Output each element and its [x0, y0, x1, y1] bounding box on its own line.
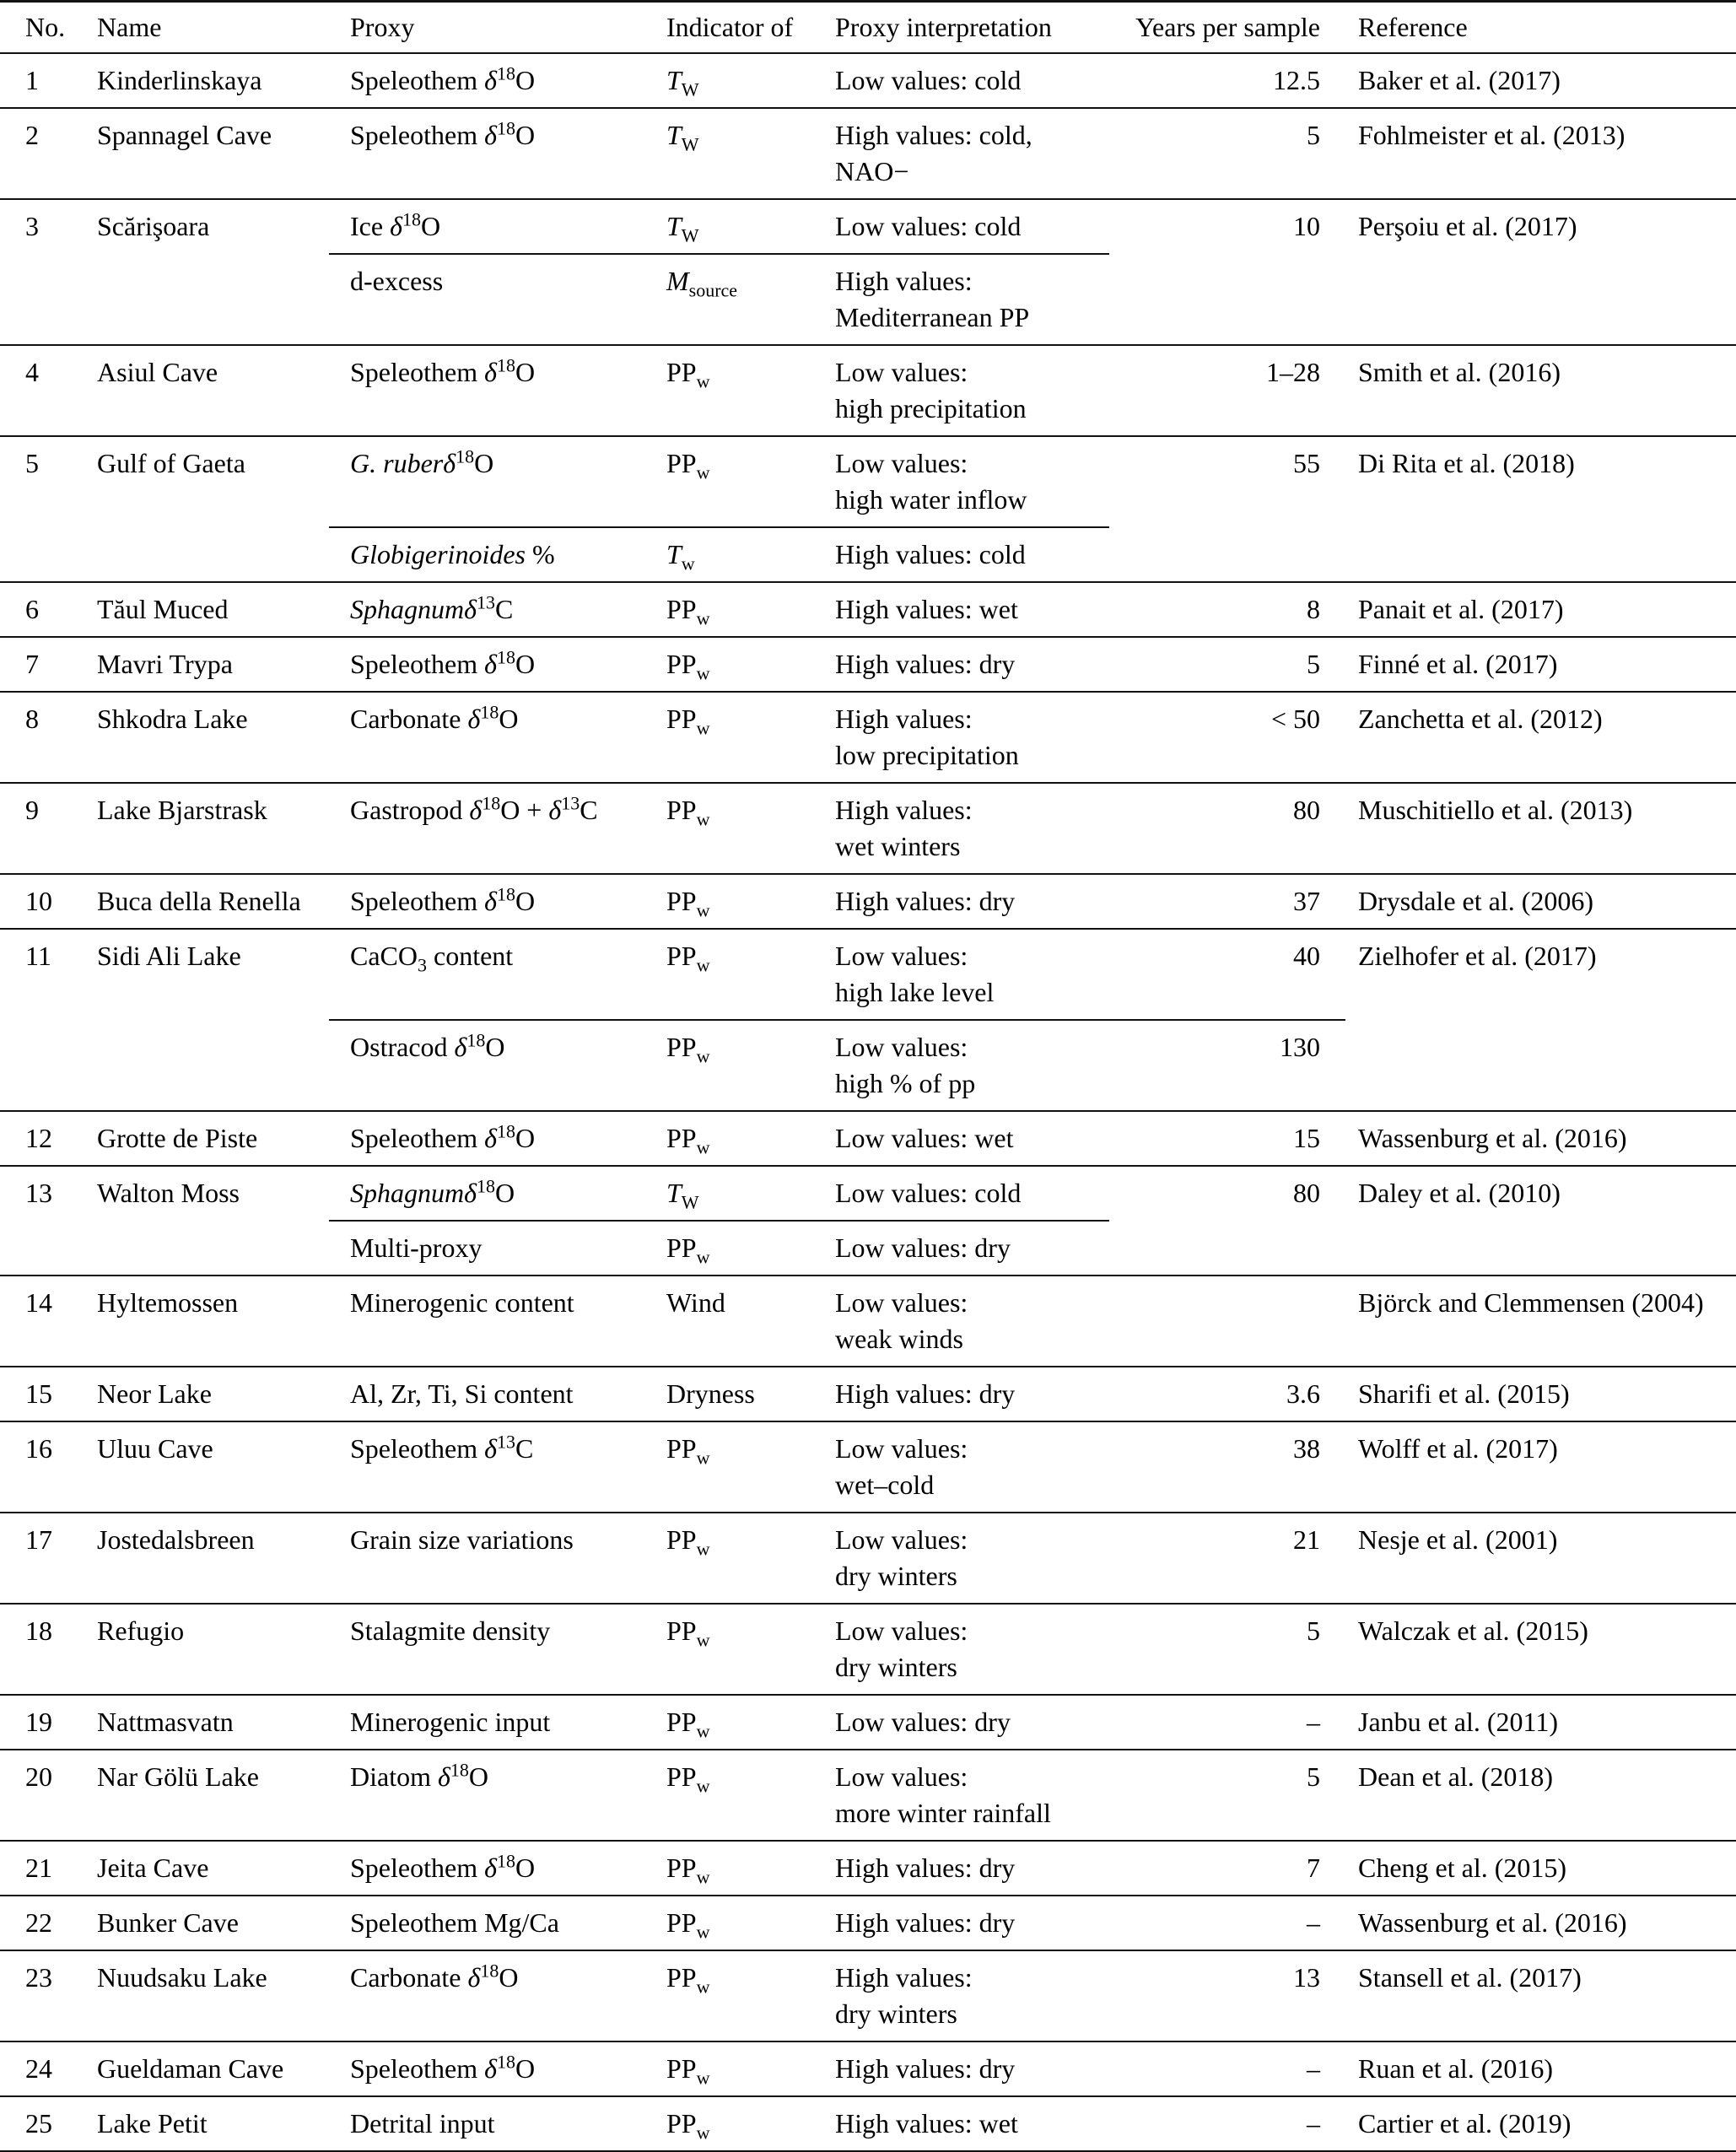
cell-name: Walton Moss: [97, 1178, 240, 1208]
cell-reference: Fohlmeister et al. (2013): [1358, 120, 1625, 150]
table-row: [0, 52, 1736, 107]
cell-years-per-sample: < 50: [1270, 704, 1320, 734]
cell-name: Hyltemossen: [97, 1287, 239, 1318]
proxy-entry: [350, 200, 1320, 253]
cell-reference: Wolff et al. (2017): [1358, 1433, 1558, 1464]
cell-proxy-interpretation: Low values: wet: [835, 1123, 1014, 1153]
cell-indicator: Wind: [666, 1287, 725, 1318]
cell-proxy-interpretation: High values: dry: [835, 649, 1016, 679]
proxy-entry: [350, 1605, 1320, 1694]
cell-no: 20: [25, 1761, 52, 1792]
cell-proxy: Speleothem $\delta^{18}O$: [350, 883, 536, 916]
cell-reference: Wassenburg et al. (2016): [1358, 1123, 1627, 1153]
proxy-entry: [350, 1896, 1320, 1950]
proxy-entry: [350, 583, 1320, 636]
cell-reference: Ruan et al. (2016): [1358, 2053, 1554, 2084]
cell-no: 5: [25, 448, 39, 478]
cell-name: Kinderlinskaya: [97, 65, 262, 95]
cell-reference: Walczak et al. (2015): [1358, 1615, 1588, 1646]
cell-indicator: $PP_w$: [666, 941, 710, 976]
proxy-entry: [350, 1222, 1320, 1275]
cell-indicator: $PP_w$: [666, 1962, 710, 1998]
table-row: [0, 1840, 1736, 1895]
cell-name: Gulf of Gaeta: [97, 448, 245, 478]
header-reference: Reference: [1358, 12, 1468, 42]
table-row: [0, 1603, 1736, 1694]
cell-years-per-sample: 80: [1293, 1178, 1320, 1208]
cell-proxy: Minerogenic input: [350, 1707, 551, 1737]
proxy-entry: [350, 1750, 1320, 1840]
proxy-entry: [350, 1951, 1320, 2041]
proxy-entry: [350, 1276, 1320, 1366]
header-proxy-interpretation: Proxy interpretation: [835, 12, 1052, 42]
cell-entries: [350, 346, 1320, 435]
cell-reference: Baker et al. (2017): [1358, 65, 1561, 95]
cell-entries: [350, 1951, 1320, 2041]
cell-proxy-interpretation: High values: wet: [835, 594, 1018, 624]
cell-indicator: $PP_w$: [666, 1907, 710, 1943]
cell-years-per-sample: [1126, 263, 1320, 336]
cell-indicator: $PP_w$: [666, 795, 710, 830]
cell-reference: Wassenburg et al. (2016): [1358, 1907, 1627, 1938]
table-row: [0, 873, 1736, 928]
cell-proxy: Minerogenic content: [350, 1287, 574, 1318]
cell-no: 9: [25, 795, 39, 825]
cell-proxy: Speleothem $\delta^{18}O$: [350, 354, 536, 387]
cell-name: Nuudsaku Lake: [97, 1962, 267, 1993]
cell-indicator: $PP_w$: [666, 594, 710, 629]
cell-indicator: $PP_w$: [666, 1123, 710, 1158]
cell-no: 6: [25, 594, 39, 624]
cell-proxy-interpretation: High values: wet: [835, 2108, 1018, 2139]
cell-proxy: Detrital input: [350, 2108, 495, 2139]
cell-reference: Sharifi et al. (2015): [1358, 1378, 1570, 1409]
cell-years-per-sample: 13: [1293, 1962, 1320, 1993]
cell-no: 11: [25, 941, 51, 971]
cell-indicator: $PP_w$: [666, 2053, 710, 2089]
cell-entries: [350, 1696, 1320, 1749]
cell-proxy: CaCO$_3$ content: [350, 941, 514, 976]
cell-reference: Di Rita et al. (2018): [1358, 448, 1575, 478]
cell-name: Gueldaman Cave: [97, 2053, 284, 2084]
cell-proxy-interpretation: High values: dry: [835, 1853, 1016, 1883]
table-row: [0, 1421, 1736, 1512]
cell-entries: [350, 1750, 1320, 1840]
cell-name: Jostedalsbreen: [97, 1524, 255, 1555]
cell-proxy: Sphagnumδ$^{13}$C: [350, 591, 514, 624]
cell-name: Uluu Cave: [97, 1433, 213, 1464]
cell-proxy: Gastropod $\delta^{18}O + \delta^{13}C$: [350, 792, 598, 825]
table-row: [0, 1749, 1736, 1840]
cell-years-per-sample: 1–28: [1266, 357, 1320, 387]
proxy-entry: [350, 1842, 1320, 1895]
cell-name: Mavri Trypa: [97, 649, 233, 679]
cell-indicator: Dryness: [666, 1378, 755, 1409]
table-row: [0, 1110, 1736, 1165]
cell-entries: [350, 200, 1320, 344]
cell-no: 16: [25, 1433, 52, 1464]
cell-name: Scărişoara: [97, 211, 210, 241]
cell-indicator: $T_w$: [666, 539, 695, 574]
proxy-entry: [350, 1367, 1320, 1421]
proxy-entry: [350, 255, 1320, 344]
cell-years-per-sample: [1126, 537, 1320, 573]
cell-name: Asiul Cave: [97, 357, 218, 387]
cell-reference: Cartier et al. (2019): [1358, 2108, 1572, 2139]
cell-name: Lake Petit: [97, 2108, 208, 2139]
cell-proxy: Speleothem $\delta^{18}O$: [350, 117, 536, 150]
cell-proxy-interpretation: Low values: cold: [835, 65, 1022, 95]
cell-years-per-sample: 7: [1307, 1853, 1320, 1883]
cell-entries: [350, 638, 1320, 691]
cell-proxy-interpretation: Low values: more winter rainfall: [835, 1761, 1051, 1828]
cell-proxy-interpretation: Low values: high % of pp: [835, 1032, 976, 1098]
table-row: [0, 581, 1736, 636]
header-years-per-sample: Years per sample: [1135, 12, 1320, 42]
cell-proxy-interpretation: High values: cold: [835, 539, 1026, 569]
cell-proxy: Speleothem Mg/Ca: [350, 1907, 559, 1938]
proxy-entry: [350, 109, 1320, 198]
cell-proxy-interpretation: Low values: high water inflow: [835, 448, 1027, 515]
cell-years-per-sample: 55: [1293, 448, 1320, 478]
table-row: [0, 782, 1736, 873]
table-header-row: [0, 3, 1736, 52]
cell-entries: [350, 1842, 1320, 1895]
cell-proxy: Al, Zr, Ti, Si content: [350, 1378, 574, 1409]
cell-indicator: $T_W$: [666, 120, 699, 155]
table-body: [0, 52, 1736, 2150]
cell-indicator: $PP_w$: [666, 1032, 710, 1067]
cell-indicator: $PP_w$: [666, 1615, 710, 1651]
cell-years-per-sample: 15: [1293, 1123, 1320, 1153]
proxy-entry: [350, 930, 1320, 1019]
cell-entries: [350, 1605, 1320, 1694]
table-row: [0, 344, 1736, 435]
cell-proxy: G. ruberδ$^{18}$O: [350, 445, 494, 478]
cell-indicator: $T_W$: [666, 211, 699, 246]
cell-reference: Finné et al. (2017): [1358, 649, 1558, 679]
cell-proxy-interpretation: Low values: dry: [835, 1707, 1011, 1737]
cell-years-per-sample: 21: [1293, 1524, 1320, 1555]
cell-no: 3: [25, 211, 39, 241]
proxy-entry: [350, 1167, 1320, 1220]
table-row: [0, 2095, 1736, 2150]
cell-indicator: $M_{source}$: [666, 266, 738, 301]
cell-proxy-interpretation: High values: wet winters: [835, 795, 973, 861]
cell-indicator: $PP_w$: [666, 649, 710, 684]
proxy-entry: [350, 875, 1320, 928]
table-row: [0, 1950, 1736, 2041]
table-row: [0, 107, 1736, 198]
cell-entries: [350, 1367, 1320, 1421]
cell-reference: Perşoiu et al. (2017): [1358, 211, 1577, 241]
cell-entries: [350, 1896, 1320, 1950]
cell-no: 4: [25, 357, 39, 387]
cell-indicator: $PP_w$: [666, 1524, 710, 1560]
cell-entries: [350, 1167, 1320, 1275]
cell-indicator: $PP_w$: [666, 357, 710, 392]
cell-proxy-interpretation: High values: cold, NAO−: [835, 120, 1032, 186]
cell-indicator: $PP_w$: [666, 704, 710, 739]
cell-entries: [350, 1112, 1320, 1165]
cell-years-per-sample: 38: [1293, 1433, 1320, 1464]
cell-proxy-interpretation: Low values: high lake level: [835, 941, 995, 1007]
cell-no: 17: [25, 1524, 52, 1555]
cell-proxy-interpretation: Low values: high precipitation: [835, 357, 1027, 423]
cell-proxy-interpretation: Low values: cold: [835, 211, 1022, 241]
header-indicator: Indicator of: [666, 12, 794, 42]
cell-proxy-interpretation: Low values: cold: [835, 1178, 1022, 1208]
cell-years-per-sample: 130: [1280, 1032, 1320, 1062]
cell-no: 25: [25, 2108, 52, 2139]
cell-name: Buca della Renella: [97, 886, 301, 916]
cell-name: Nattmasvatn: [97, 1707, 234, 1737]
proxy-entry: [350, 2097, 1320, 2150]
cell-proxy: Speleothem $\delta^{18}O$: [350, 646, 536, 679]
cell-years-per-sample: 5: [1307, 120, 1320, 150]
cell-no: 7: [25, 649, 39, 679]
cell-indicator: $PP_w$: [666, 2108, 710, 2144]
cell-indicator: $PP_w$: [666, 886, 710, 921]
cell-name: Neor Lake: [97, 1378, 212, 1409]
cell-entries: [350, 1513, 1320, 1603]
cell-years-per-sample: –: [1307, 1907, 1320, 1938]
cell-years-per-sample: 3.6: [1286, 1378, 1320, 1409]
cell-years-per-sample: –: [1307, 2053, 1320, 2084]
cell-reference: Janbu et al. (2011): [1358, 1707, 1558, 1737]
cell-proxy: Speleothem $\delta^{18}O$: [350, 62, 536, 95]
cell-proxy: d-excess: [350, 266, 444, 296]
cell-proxy-interpretation: High values: dry winters: [835, 1962, 973, 2029]
cell-proxy-interpretation: High values: dry: [835, 2053, 1016, 2084]
proxy-entry: [350, 1112, 1320, 1165]
cell-years-per-sample: 40: [1293, 941, 1320, 971]
cell-no: 18: [25, 1615, 52, 1646]
table-row: [0, 1895, 1736, 1950]
cell-years-per-sample: 80: [1293, 795, 1320, 825]
cell-entries: [350, 109, 1320, 198]
cell-name: Bunker Cave: [97, 1907, 239, 1938]
proxy-entry: [350, 1021, 1320, 1110]
cell-proxy-interpretation: High values: low precipitation: [835, 704, 1019, 770]
proxy-entry: [350, 1696, 1320, 1749]
cell-indicator: $PP_w$: [666, 1433, 710, 1469]
cell-indicator: $PP_w$: [666, 1232, 710, 1268]
cell-reference: Björck and Clemmensen (2004): [1358, 1287, 1704, 1318]
cell-proxy: Sphagnumδ$^{18}$O: [350, 1175, 515, 1208]
cell-years-per-sample: 8: [1307, 594, 1320, 624]
cell-name: Nar Gölü Lake: [97, 1761, 259, 1792]
cell-proxy: Speleothem $\delta^{18}O$: [350, 1850, 536, 1883]
cell-no: 13: [25, 1178, 52, 1208]
table-row: [0, 435, 1736, 581]
cell-entries: [350, 583, 1320, 636]
cell-proxy: Carbonate $\delta^{18}O$: [350, 1960, 519, 1993]
cell-reference: Cheng et al. (2015): [1358, 1853, 1567, 1883]
table-row: [0, 198, 1736, 344]
proxy-entry: [350, 638, 1320, 691]
cell-years-per-sample: 5: [1307, 649, 1320, 679]
cell-years-per-sample: –: [1307, 2108, 1320, 2139]
table-row: [0, 2041, 1736, 2095]
proxy-entry: [350, 346, 1320, 435]
cell-proxy-interpretation: Low values: dry: [835, 1232, 1011, 1263]
cell-proxy: Ice $\delta^{18}O$: [350, 208, 441, 241]
cell-years-per-sample: 5: [1307, 1761, 1320, 1792]
cell-entries: [350, 2097, 1320, 2150]
cell-proxy: Diatom $\delta^{18}O$: [350, 1759, 488, 1792]
header-name: Name: [97, 12, 162, 42]
cell-reference: Panait et al. (2017): [1358, 594, 1564, 624]
cell-reference: Zanchetta et al. (2012): [1358, 704, 1603, 734]
cell-no: 21: [25, 1853, 52, 1883]
proxy-entry: [350, 1513, 1320, 1603]
cell-proxy-interpretation: High values: dry: [835, 886, 1016, 916]
cell-no: 14: [25, 1287, 52, 1318]
cell-proxy-interpretation: High values: dry: [835, 1907, 1016, 1938]
table-row: [0, 928, 1736, 1110]
cell-proxy-interpretation: Low values: dry winters: [835, 1615, 968, 1682]
cell-name: Tăul Muced: [97, 594, 229, 624]
cell-entries: [350, 1276, 1320, 1366]
cell-reference: Muschitiello et al. (2013): [1358, 795, 1633, 825]
cell-indicator: $PP_w$: [666, 1707, 710, 1742]
cell-proxy: Grain size variations: [350, 1524, 574, 1555]
cell-no: 19: [25, 1707, 52, 1737]
cell-name: Grotte de Piste: [97, 1123, 258, 1153]
cell-entries: [350, 2042, 1320, 2095]
proxy-entry: [350, 2042, 1320, 2095]
cell-no: 8: [25, 704, 39, 734]
cell-proxy: Carbonate $\delta^{18}O$: [350, 701, 519, 734]
cell-proxy: Multi-proxy: [350, 1232, 483, 1263]
cell-no: 15: [25, 1378, 52, 1409]
cell-entries: [350, 1422, 1320, 1512]
cell-no: 12: [25, 1123, 52, 1153]
cell-no: 1: [25, 65, 39, 95]
cell-no: 22: [25, 1907, 52, 1938]
cell-indicator: $T_W$: [666, 1178, 699, 1213]
cell-name: Shkodra Lake: [97, 704, 248, 734]
cell-entries: [350, 693, 1320, 782]
table-row: [0, 636, 1736, 691]
table-row: [0, 691, 1736, 782]
cell-indicator: $PP_w$: [666, 1853, 710, 1888]
cell-years-per-sample: [1126, 1230, 1320, 1266]
cell-proxy: Globigerinoides %: [350, 539, 555, 569]
cell-indicator: $PP_w$: [666, 1761, 710, 1797]
table-row: [0, 1512, 1736, 1603]
cell-proxy: Speleothem $\delta^{13}C$: [350, 1431, 534, 1464]
cell-proxy: Stalagmite density: [350, 1615, 551, 1646]
cell-proxy-interpretation: Low values: weak winds: [835, 1287, 968, 1354]
proxy-entry: [350, 693, 1320, 782]
cell-reference: Nesje et al. (2001): [1358, 1524, 1558, 1555]
cell-no: 2: [25, 120, 39, 150]
cell-proxy-interpretation: High values: dry: [835, 1378, 1016, 1409]
cell-name: Refugio: [97, 1615, 185, 1646]
cell-indicator: $T_W$: [666, 65, 699, 100]
cell-entries: [350, 930, 1320, 1110]
cell-name: Sidi Ali Lake: [97, 941, 241, 971]
cell-no: 10: [25, 886, 52, 916]
cell-years-per-sample: 5: [1307, 1615, 1320, 1646]
proxy-entry: [350, 437, 1320, 526]
cell-reference: Zielhofer et al. (2017): [1358, 941, 1597, 971]
proxy-entry: [350, 784, 1320, 873]
cell-name: Lake Bjarstrask: [97, 795, 267, 825]
cell-name: Spannagel Cave: [97, 120, 272, 150]
table-row: [0, 1275, 1736, 1366]
cell-name: Jeita Cave: [97, 1853, 209, 1883]
cell-years-per-sample: –: [1307, 1707, 1320, 1737]
cell-indicator: $PP_w$: [666, 448, 710, 483]
cell-proxy: Speleothem $\delta^{18}O$: [350, 2051, 536, 2084]
table-row: [0, 1165, 1736, 1275]
table-row: [0, 1694, 1736, 1749]
cell-reference: Daley et al. (2010): [1358, 1178, 1561, 1208]
cell-proxy: Speleothem $\delta^{18}O$: [350, 1120, 536, 1153]
cell-years-per-sample: 37: [1293, 886, 1320, 916]
cell-proxy-interpretation: High values: Mediterranean PP: [835, 266, 1030, 332]
cell-no: 24: [25, 2053, 52, 2084]
cell-reference: Dean et al. (2018): [1358, 1761, 1554, 1792]
cell-reference: Smith et al. (2016): [1358, 357, 1561, 387]
cell-entries: [350, 784, 1320, 873]
header-proxy: Proxy: [350, 12, 415, 42]
cell-entries: [350, 875, 1320, 928]
table-row: [0, 1366, 1736, 1421]
header-no: No.: [25, 12, 66, 42]
proxy-entry: [350, 54, 1320, 107]
cell-years-per-sample: 10: [1293, 211, 1320, 241]
cell-entries: [350, 54, 1320, 107]
cell-proxy-interpretation: Low values: dry winters: [835, 1524, 968, 1591]
cell-no: 23: [25, 1962, 52, 1993]
cell-proxy: Ostracod $\delta^{18}O$: [350, 1029, 505, 1062]
cell-reference: Stansell et al. (2017): [1358, 1962, 1582, 1993]
proxy-entry: [350, 528, 1320, 581]
proxy-entry: [350, 1422, 1320, 1512]
cell-years-per-sample: [1126, 1285, 1320, 1357]
cell-proxy-interpretation: Low values: wet–cold: [835, 1433, 968, 1500]
cell-reference: Drysdale et al. (2006): [1358, 886, 1594, 916]
cell-years-per-sample: 12.5: [1273, 65, 1320, 95]
cell-entries: [350, 437, 1320, 581]
